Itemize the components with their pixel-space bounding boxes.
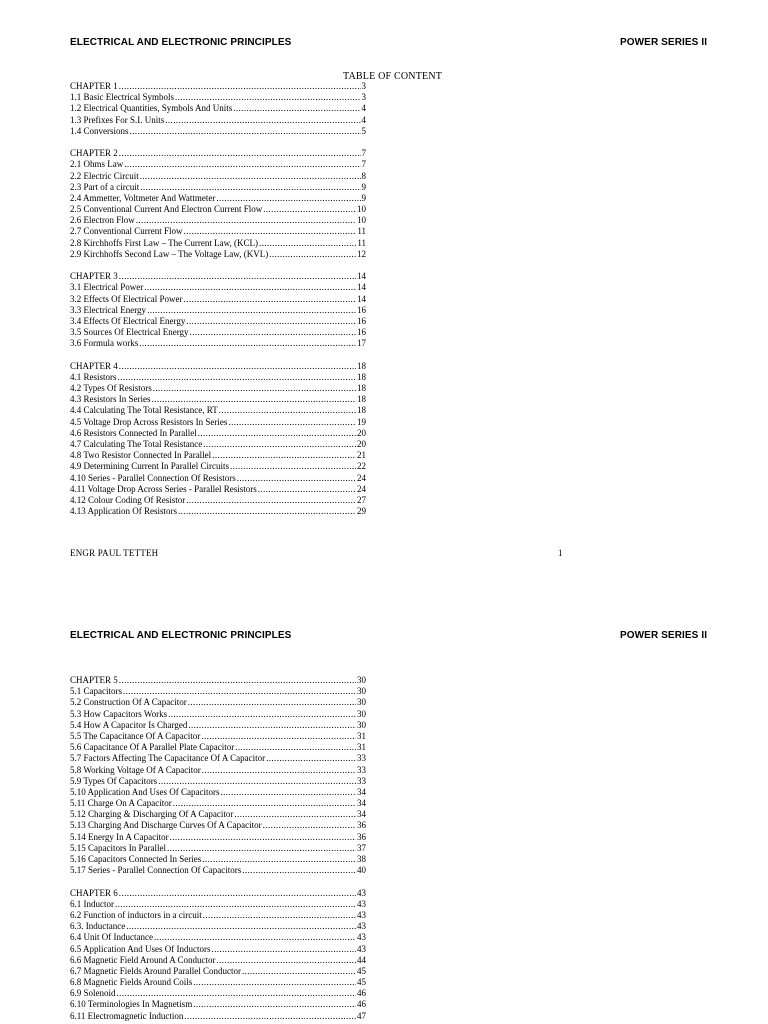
- toc-dot-leader: [242, 865, 356, 876]
- toc-entry-row[interactable]: [70, 753, 366, 764]
- toc-page-number: 45: [357, 965, 366, 976]
- toc-page-number: 18: [357, 383, 366, 394]
- toc-entry-row[interactable]: [70, 372, 366, 383]
- toc-dot-leader: [184, 1011, 356, 1022]
- toc-entry-title: CHAPTER 3: [70, 271, 118, 282]
- toc-entry-title: 1.1 Basic Electrical Symbols: [70, 92, 174, 103]
- toc-dot-leader: [198, 428, 356, 439]
- toc-chapter-row[interactable]: [70, 675, 366, 686]
- toc-entry-row[interactable]: [70, 932, 366, 943]
- toc-entry-title: 5.9 Types Of Capacitors: [70, 775, 158, 786]
- toc-entry-row[interactable]: [70, 988, 366, 999]
- toc-page-number: 16: [357, 327, 366, 338]
- toc-page-number: 7: [361, 159, 366, 170]
- toc-page-number: 43: [357, 898, 366, 909]
- toc-dot-leader: [173, 798, 356, 809]
- page1-header-series: POWER SERIES II: [620, 37, 708, 48]
- toc-entry-row[interactable]: [70, 159, 366, 170]
- toc-page-number: 30: [357, 675, 366, 685]
- toc-entry-title: 1.3 Prefixes For S.I. Units: [70, 114, 165, 125]
- toc-entry-title: 6.5 Application And Uses Of Inductors: [70, 943, 211, 954]
- toc-chapter-row[interactable]: [70, 271, 366, 282]
- toc-entry-title: 2.4 Ammetter, Voltmeter And Wattmeter: [70, 192, 216, 203]
- toc-dot-leader: [184, 226, 357, 237]
- toc-entry-title: 6.11 Electromagnetic Induction: [70, 1010, 184, 1021]
- toc-entry-row[interactable]: [70, 966, 366, 977]
- toc-entry-title: 4.11 Voltage Drop Across Series - Parallel Resistors: [70, 483, 257, 494]
- toc-entry-row[interactable]: [70, 899, 366, 910]
- toc-entry-row[interactable]: [70, 428, 366, 439]
- toc-entry-row[interactable]: [70, 294, 366, 305]
- toc-entry-row[interactable]: [70, 204, 366, 215]
- toc-dot-leader: [220, 787, 356, 798]
- toc-entry-row[interactable]: [70, 832, 366, 843]
- toc-entry-row[interactable]: [70, 405, 366, 416]
- toc-dot-leader: [154, 932, 356, 943]
- toc-dot-leader: [167, 843, 356, 854]
- toc-page-number: 46: [357, 988, 366, 999]
- toc-entry-title: 3.4 Effects Of Electrical Energy: [70, 315, 186, 326]
- toc-entry-title: 5.10 Application And Uses Of Capacitors: [70, 786, 220, 797]
- toc-dot-leader: [119, 81, 361, 92]
- toc-page-number: 14: [357, 271, 366, 282]
- toc-dot-leader: [140, 182, 360, 193]
- toc-entry-title: 4.6 Resistors Connected In Parallel: [70, 427, 197, 438]
- toc-entry-title: 2.9 Kirchhoffs Second Law – The Voltage Law, (KVL): [70, 248, 269, 259]
- toc-entry-row[interactable]: [70, 461, 366, 472]
- toc-page-number: 34: [357, 798, 366, 809]
- toc-entry-row[interactable]: [70, 697, 366, 708]
- toc-entry-row[interactable]: [70, 327, 366, 338]
- toc-page-number: 40: [357, 865, 366, 876]
- toc-dot-leader: [140, 171, 361, 182]
- toc-entry-row[interactable]: [70, 765, 366, 776]
- toc-entry-row[interactable]: [70, 394, 366, 405]
- toc-entry-row[interactable]: [70, 865, 366, 876]
- toc-dot-leader: [188, 720, 356, 731]
- toc-entry-title: 4.12 Colour Coding Of Resistor: [70, 494, 186, 505]
- toc-page-number: 33: [357, 753, 366, 764]
- toc-dot-leader: [126, 921, 356, 932]
- toc-entry-title: 4.4 Calculating The Total Resistance, RT: [70, 405, 218, 416]
- toc-page-number: 34: [357, 809, 366, 820]
- toc-page-number: 34: [357, 786, 366, 797]
- toc-dot-leader: [237, 473, 356, 484]
- toc-page-number: 43: [357, 887, 366, 898]
- toc-entry-row[interactable]: [70, 977, 366, 988]
- toc-entry-title: 6.4 Unit Of Inductance: [70, 932, 153, 943]
- toc-entry-title: 5.13 Charging And Discharge Curves Of A Capacitor: [70, 820, 262, 831]
- toc-entry-title: 5.6 Capacitance Of A Parallel Plate Capacitor: [70, 742, 235, 753]
- toc-entry-title: 4.2 Types Of Resistors: [70, 383, 152, 394]
- toc-entry-title: 2.2 Electric Circuit: [70, 170, 139, 181]
- toc-dot-leader: [158, 776, 356, 787]
- toc-page-number: 30: [357, 686, 366, 697]
- toc-page-number: 45: [357, 977, 366, 988]
- toc-dot-leader: [130, 126, 361, 137]
- toc-entry-title: 4.5 Voltage Drop Across Resistors In Series: [70, 416, 228, 427]
- toc-dot-leader: [190, 327, 356, 338]
- toc-entry-title: 4.7 Calculating The Total Resistance: [70, 439, 203, 449]
- toc-dot-leader: [170, 832, 356, 843]
- toc-dot-leader: [235, 742, 356, 753]
- toc-entry-title: 5.7 Factors Affecting The Capacitance Of A Capacitor: [70, 753, 266, 764]
- toc-page-number: 18: [357, 405, 366, 416]
- toc-entry-row[interactable]: [70, 776, 366, 787]
- toc-dot-leader: [230, 461, 356, 472]
- toc-entry-title: 5.17 Series - Parallel Connection Of Capacitors: [70, 865, 242, 876]
- toc-page-number: 3: [361, 92, 366, 103]
- toc-entry-row[interactable]: [70, 450, 366, 461]
- toc-dot-leader: [115, 899, 356, 910]
- toc-dot-leader: [193, 977, 356, 988]
- toc-entry-title: CHAPTER 6: [70, 887, 118, 898]
- toc-entry-title: 5.5 The Capacitance Of A Capacitor: [70, 730, 201, 741]
- toc-entry-row[interactable]: [70, 103, 366, 114]
- toc-dot-leader: [258, 484, 356, 495]
- toc-entry-title: 5.11 Charge On A Capacitor: [70, 798, 172, 809]
- toc-entry-row[interactable]: [70, 1011, 366, 1022]
- toc-entry-row[interactable]: [70, 820, 366, 831]
- toc-dot-leader: [186, 316, 356, 327]
- toc-page-number: 18: [357, 394, 366, 405]
- toc-dot-leader: [217, 955, 357, 966]
- toc-dot-leader: [202, 854, 356, 865]
- toc-dot-leader: [165, 115, 360, 126]
- toc-entry-row[interactable]: [70, 316, 366, 327]
- toc-dot-leader: [124, 159, 360, 170]
- toc-dot-leader: [234, 809, 356, 820]
- toc-entry-row[interactable]: [70, 955, 366, 966]
- toc-entry-title: 6.10 Terminologies In Magnetism: [70, 999, 193, 1010]
- toc-entry-title: 5.15 Capacitors In Parallel: [70, 842, 166, 853]
- toc-entry-title: 4.10 Series - Parallel Connection Of Resistors: [70, 472, 236, 483]
- toc-page-number: 7: [361, 148, 366, 159]
- toc-dot-leader: [144, 282, 356, 293]
- toc-entry-row[interactable]: [70, 417, 366, 428]
- toc-entry-title: 4.3 Resistors In Series: [70, 394, 151, 405]
- toc-page-number: 36: [357, 820, 366, 831]
- toc-dot-leader: [263, 204, 356, 215]
- toc-dot-leader: [153, 383, 356, 394]
- toc-dot-leader: [188, 697, 356, 708]
- toc-entry-row[interactable]: [70, 383, 366, 394]
- toc-entry-title: 5.4 How A Capacitor Is Charged: [70, 719, 188, 730]
- toc-entry-row[interactable]: [70, 182, 366, 193]
- toc-entry-row[interactable]: [70, 910, 366, 921]
- toc-dot-leader: [186, 495, 356, 506]
- toc-entry-title: 4.9 Determining Current In Parallel Circuits: [70, 461, 229, 472]
- toc-group-gap: [70, 137, 366, 148]
- toc-title: TABLE OF CONTENT: [343, 71, 443, 82]
- toc-entry-title: 2.6 Electron Flow: [70, 215, 135, 226]
- page1-header-title: ELECTRICAL AND ELECTRONIC PRINCIPLES: [70, 37, 292, 48]
- toc-entry-title: 5.14 Energy In A Capacitor: [70, 831, 169, 842]
- toc-dot-leader: [216, 193, 360, 204]
- toc-entry-row[interactable]: [70, 495, 366, 506]
- page1-toc: [70, 81, 366, 517]
- toc-chapter-row[interactable]: [70, 148, 366, 159]
- toc-page-number: 22: [357, 461, 366, 472]
- toc-chapter-row[interactable]: [70, 888, 366, 899]
- toc-entry-row[interactable]: [70, 854, 366, 865]
- toc-entry-title: 6.1 Inductor: [70, 898, 114, 909]
- toc-page-number: 20: [357, 427, 366, 438]
- toc-page-number: 9: [361, 192, 366, 203]
- toc-dot-leader: [266, 753, 356, 764]
- toc-entry-title: 4.1 Resistors: [70, 371, 117, 382]
- toc-entry-row[interactable]: [70, 226, 366, 237]
- toc-entry-row[interactable]: [70, 193, 366, 204]
- toc-page-number: 47: [357, 1010, 366, 1021]
- toc-page-number: 43: [357, 921, 366, 932]
- toc-page-number: 20: [357, 439, 366, 449]
- toc-page-number: 10: [357, 215, 366, 226]
- toc-entry-title: 1.2 Electrical Quantities, Symbols And Units: [70, 103, 233, 114]
- toc-entry-row[interactable]: [70, 787, 366, 798]
- toc-entry-title: 6.9 Solenoid: [70, 988, 116, 999]
- toc-entry-row[interactable]: [70, 171, 366, 182]
- toc-dot-leader: [193, 999, 356, 1010]
- toc-page-number: 3: [361, 81, 366, 91]
- toc-entry-row[interactable]: [70, 238, 366, 249]
- toc-entry-row[interactable]: [70, 686, 366, 697]
- toc-dot-leader: [118, 372, 356, 383]
- toc-dot-leader: [212, 450, 356, 461]
- toc-group-gap: [70, 876, 366, 887]
- toc-dot-leader: [263, 820, 356, 831]
- toc-page-number: 16: [357, 304, 366, 315]
- toc-dot-leader: [152, 394, 357, 405]
- page1-footer-page-number: 1: [558, 548, 563, 558]
- toc-entry-title: 5.2 Construction Of A Capacitor: [70, 697, 187, 708]
- toc-entry-title: 6.7 Magnetic Fields Around Parallel Conductor: [70, 965, 241, 976]
- toc-dot-leader: [136, 215, 356, 226]
- toc-page-number: 12: [357, 248, 366, 259]
- toc-group-gap: [70, 260, 366, 271]
- toc-dot-leader: [228, 417, 356, 428]
- toc-page-number: 37: [357, 842, 366, 853]
- toc-dot-leader: [117, 988, 356, 999]
- toc-group-gap: [70, 350, 366, 361]
- toc-dot-leader: [119, 271, 356, 282]
- toc-entry-row[interactable]: [70, 798, 366, 809]
- toc-dot-leader: [269, 249, 356, 260]
- toc-entry-title: 3.2 Effects Of Electrical Power: [70, 293, 183, 304]
- toc-entry-title: 3.3 Electrical Energy: [70, 304, 147, 315]
- toc-entry-row[interactable]: [70, 809, 366, 820]
- toc-dot-leader: [168, 709, 356, 720]
- toc-page-number: 38: [357, 854, 366, 864]
- toc-entry-row[interactable]: [70, 439, 366, 450]
- toc-entry-title: 4.8 Two Resistor Connected In Parallel: [70, 450, 212, 461]
- toc-entry-row[interactable]: [70, 944, 366, 955]
- toc-page-number: 31: [357, 742, 366, 753]
- toc-entry-row[interactable]: [70, 720, 366, 731]
- toc-entry-title: 4.13 Application Of Resistors: [70, 506, 177, 517]
- toc-page-number: 18: [357, 360, 366, 371]
- toc-entry-row[interactable]: [70, 215, 366, 226]
- toc-entry-row[interactable]: [70, 92, 366, 103]
- toc-dot-leader: [139, 338, 356, 349]
- toc-dot-leader: [201, 731, 356, 742]
- toc-entry-title: 6.8 Magnetic Fields Around Coils: [70, 977, 193, 988]
- toc-page-number: 43: [357, 932, 366, 943]
- toc-dot-leader: [119, 675, 356, 686]
- toc-page-number: 10: [357, 204, 366, 215]
- toc-entry-row[interactable]: [70, 999, 366, 1010]
- toc-entry-title: 3.6 Formula works: [70, 338, 139, 349]
- page2-toc: [70, 675, 366, 1022]
- toc-entry-title: 6.6 Magnetic Field Around A Conductor: [70, 954, 216, 965]
- toc-page-number: 18: [357, 371, 366, 382]
- toc-page-number: 43: [357, 909, 366, 920]
- toc-entry-row[interactable]: [70, 484, 366, 495]
- toc-page-number: 4: [361, 103, 366, 114]
- toc-page-number: 43: [357, 943, 366, 954]
- page2-header-series: POWER SERIES II: [620, 630, 708, 641]
- toc-entry-title: 6.2 Function of inductors in a circuit: [70, 909, 202, 920]
- toc-entry-title: CHAPTER 4: [70, 360, 118, 371]
- toc-dot-leader: [203, 439, 356, 450]
- toc-entry-row[interactable]: [70, 115, 366, 126]
- toc-chapter-row[interactable]: [70, 81, 366, 92]
- toc-page-number: 16: [357, 315, 366, 326]
- toc-page-number: 30: [357, 708, 366, 719]
- toc-dot-leader: [203, 910, 356, 921]
- toc-page-number: 30: [357, 719, 366, 730]
- toc-entry-row[interactable]: [70, 338, 366, 349]
- toc-entry-title: 2.1 Ohms Law: [70, 159, 124, 170]
- toc-page-number: 14: [357, 293, 366, 304]
- toc-entry-title: CHAPTER 2: [70, 148, 118, 159]
- toc-entry-title: 2.3 Part of a circuit: [70, 181, 140, 192]
- toc-dot-leader: [119, 148, 361, 159]
- toc-entry-row[interactable]: [70, 709, 366, 720]
- toc-dot-leader: [119, 888, 356, 899]
- page1-footer-author: ENGR PAUL TETTEH: [70, 548, 159, 558]
- toc-page-number: 21: [357, 450, 366, 461]
- toc-entry-title: 5.3 How Capacitors Works: [70, 708, 168, 719]
- page2-header-title: ELECTRICAL AND ELECTRONIC PRINCIPLES: [70, 630, 292, 641]
- toc-dot-leader: [211, 944, 356, 955]
- toc-entry-title: CHAPTER 5: [70, 675, 118, 685]
- toc-page-number: 19: [357, 416, 366, 427]
- toc-entry-title: 6.3. Inductance: [70, 921, 126, 932]
- toc-page-number: 11: [357, 226, 366, 237]
- toc-page-number: 36: [357, 831, 366, 842]
- toc-dot-leader: [147, 305, 356, 316]
- toc-page-number: 27: [357, 494, 366, 505]
- toc-page-number: 4: [361, 114, 366, 125]
- toc-entry-title: 5.8 Working Voltage Of A Capacitor: [70, 764, 201, 775]
- toc-dot-leader: [233, 103, 360, 114]
- toc-dot-leader: [184, 294, 356, 305]
- toc-entry-row[interactable]: [70, 282, 366, 293]
- toc-entry-row[interactable]: [70, 126, 366, 137]
- toc-entry-title: CHAPTER 1: [70, 81, 118, 91]
- toc-entry-title: 5.12 Charging & Discharging Of A Capacitor: [70, 809, 234, 820]
- toc-dot-leader: [219, 405, 356, 416]
- toc-page-number: 8: [361, 170, 366, 181]
- toc-entry-row[interactable]: [70, 742, 366, 753]
- toc-entry-row[interactable]: [70, 731, 366, 742]
- toc-page-number: 5: [361, 125, 366, 136]
- toc-page-number: 24: [357, 483, 366, 494]
- toc-dot-leader: [175, 92, 361, 103]
- toc-entry-row[interactable]: [70, 305, 366, 316]
- toc-entry-row[interactable]: [70, 506, 366, 517]
- toc-page-number: 29: [357, 506, 366, 517]
- toc-page-number: 33: [357, 764, 366, 775]
- toc-page-number: 11: [357, 237, 366, 248]
- toc-dot-leader: [259, 238, 356, 249]
- toc-page-number: 9: [361, 181, 366, 192]
- toc-dot-leader: [242, 966, 356, 977]
- toc-entry-title: 2.7 Conventional Current Flow: [70, 226, 183, 237]
- toc-entry-title: 2.5 Conventional Current And Electron Current Flow: [70, 204, 263, 215]
- toc-entry-title: 5.16 Capacitors Connected In Series: [70, 854, 202, 864]
- toc-dot-leader: [123, 686, 356, 697]
- toc-page-number: 14: [357, 282, 366, 293]
- toc-page-number: 46: [357, 999, 366, 1010]
- toc-page-number: 30: [357, 697, 366, 708]
- toc-page-number: 31: [357, 730, 366, 741]
- toc-entry-row[interactable]: [70, 921, 366, 932]
- toc-entry-title: 5.1 Capacitors: [70, 686, 122, 697]
- toc-chapter-row[interactable]: [70, 361, 366, 372]
- toc-dot-leader: [178, 506, 356, 517]
- toc-entry-title: 1.4 Conversions: [70, 125, 129, 136]
- toc-page-number: 33: [357, 775, 366, 786]
- toc-entry-row[interactable]: [70, 473, 366, 484]
- toc-entry-row[interactable]: [70, 249, 366, 260]
- toc-page-number: 17: [357, 338, 366, 349]
- toc-page-number: 24: [357, 472, 366, 483]
- toc-dot-leader: [119, 361, 356, 372]
- toc-entry-title: 3.5 Sources Of Electrical Energy: [70, 327, 189, 338]
- toc-entry-title: 2.8 Kirchhoffs First Law – The Current Law, (KCL): [70, 237, 259, 248]
- toc-page-number: 44: [357, 954, 366, 965]
- toc-entry-title: 3.1 Electrical Power: [70, 282, 144, 293]
- toc-dot-leader: [202, 765, 356, 776]
- toc-entry-row[interactable]: [70, 843, 366, 854]
